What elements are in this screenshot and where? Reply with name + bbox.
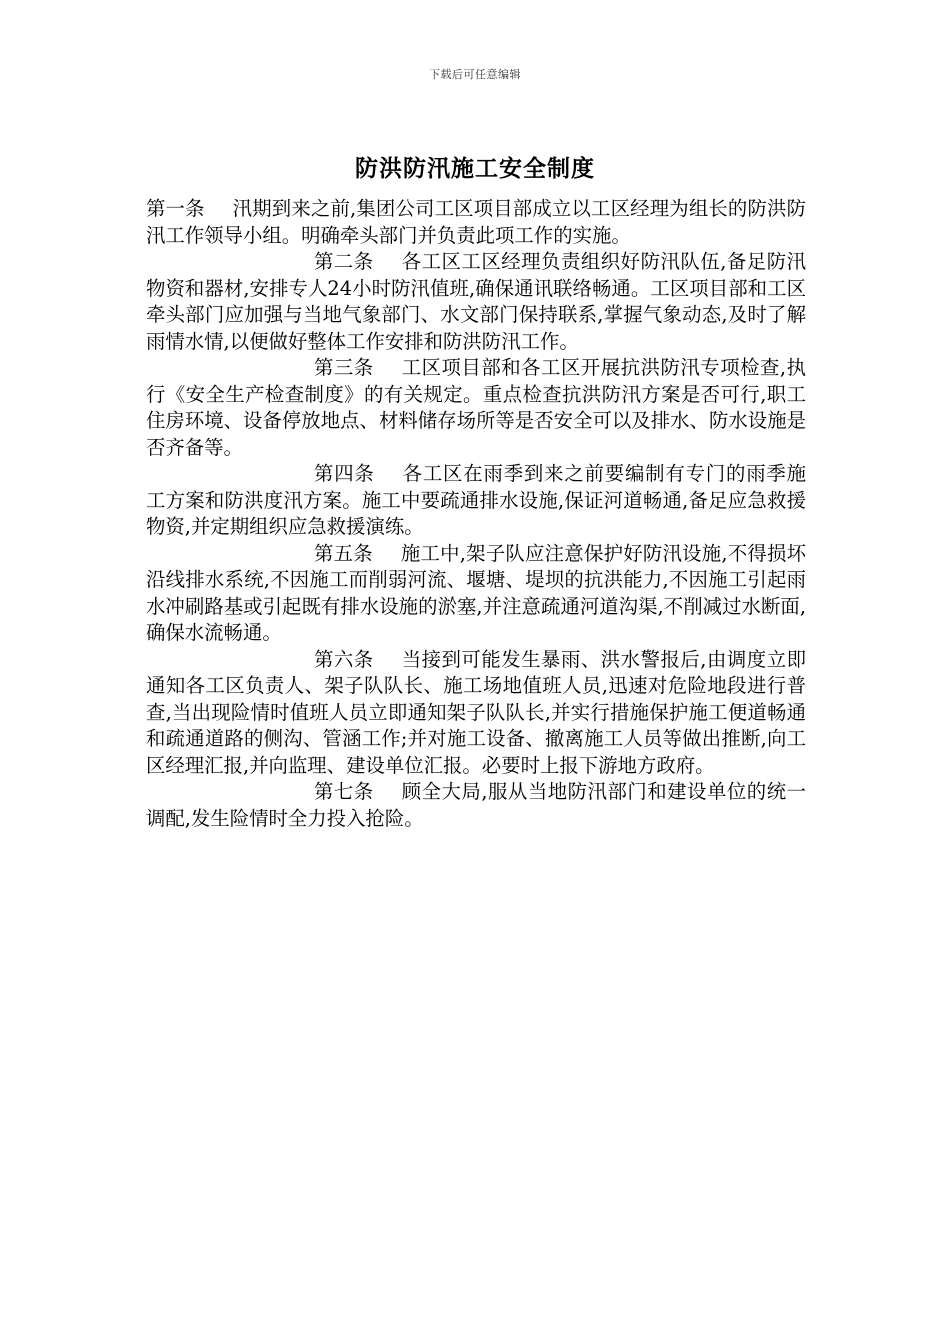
article-number: 第三条 xyxy=(314,356,374,379)
article-number: 第二条 xyxy=(314,250,374,273)
article-number: 第七条 xyxy=(314,780,374,803)
article-number: 第四条 xyxy=(314,462,375,485)
document-body xyxy=(146,196,806,832)
article-number: 第六条 xyxy=(314,647,374,671)
article-6 xyxy=(146,647,806,780)
article-text: 施工中,架子队应注意保护好防汛设施,不得损坏沿线排水系统,不因施工而削弱河流、堰塘、堤坝的抗洪能力,不因施工引起雨水冲刷路基或引起既有排水设施的淤塞,并注意疏通河道沟渠,不削减过水断面,确保水流畅通。 xyxy=(146,541,807,644)
header-note: 下载后可任意编辑 xyxy=(429,68,521,81)
article-text: 当接到可能发生暴雨、洪水警报后,由调度立即通知各工区负责人、架子队队长、施工场地值班人员,迅速对危险地段进行普查,当出现险情时值班人员立即通知架子队队长,并实行措施保护施工便道畅通和疏通道路的侧沟、管涵工作;并对施工设备、撤离施工人员等做出推断,向工区经理汇报,并向监理、建设单位汇报。必要时上报下游地方政府。 xyxy=(146,647,806,777)
article-2 xyxy=(146,249,806,355)
article-1 xyxy=(146,196,806,249)
article-text: 各工区工区经理负责组织好防汛队伍,备足防汛物资和器材,安排专人24小时防汛值班,确保通讯联络畅通。工区项目部和工区牵头部门应加强与当地气象部门、水文部门保持联系,掌握气象动态,及时了解雨情水情,以便做好整体工作安排和防洪防汛工作。 xyxy=(146,250,806,353)
article-text: 汛期到来之前,集团公司工区项目部成立以工区经理为组长的防洪防汛工作领导小组。明确牵头部门并负责此项工作的实施。 xyxy=(146,197,806,247)
article-number: 第五条 xyxy=(314,541,373,565)
article-number: 第一条 xyxy=(146,197,205,220)
article-3 xyxy=(146,355,806,461)
document-title: 防洪防汛施工安全制度 xyxy=(355,155,595,182)
article-7 xyxy=(146,779,806,832)
article-5 xyxy=(146,541,806,647)
article-text: 各工区在雨季到来之前要编制有专门的雨季施工方案和防洪度汛方案。施工中要疏通排水设施,保证河道畅通,备足应急救援物资,并定期组织应急救援演练。 xyxy=(146,462,807,538)
article-text: 工区项目部和各工区开展抗洪防汛专项检查,执行《安全生产检查制度》的有关规定。重点检查抗洪防汛方案是否可行,职工住房环境、设备停放地点、材料储存场所等是否安全可以及排水、防水设施是否齐备等。 xyxy=(146,356,806,459)
article-4 xyxy=(146,461,806,541)
article-text: 顾全大局,服从当地防汛部门和建设单位的统一调配,发生险情时全力投入抢险。 xyxy=(146,780,806,830)
